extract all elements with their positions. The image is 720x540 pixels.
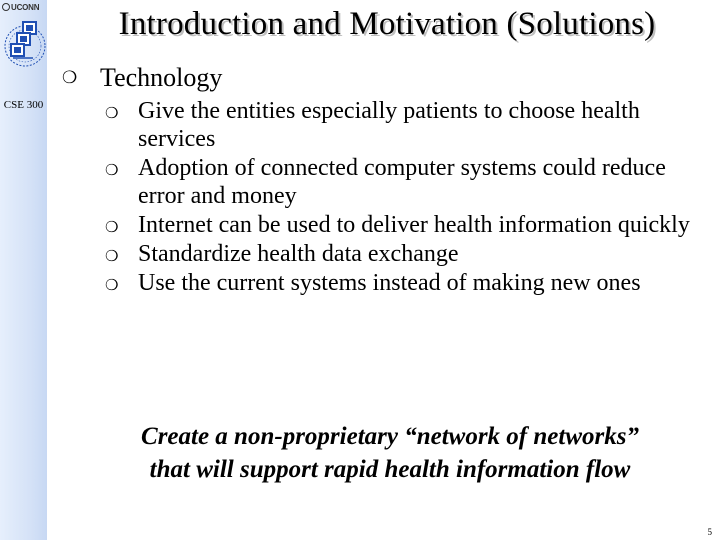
list-item bbox=[105, 240, 705, 268]
bullet-icon: ❍ bbox=[105, 276, 119, 294]
callout-statement bbox=[60, 420, 720, 486]
cse-department-logo bbox=[3, 14, 47, 74]
bullet-icon: ❍ bbox=[105, 218, 119, 236]
uconn-logo bbox=[2, 1, 50, 13]
list-item-text: Adoption of connected computer systems could reduce error and money bbox=[138, 155, 666, 209]
course-label bbox=[0, 97, 47, 114]
callout-line-1: Create a non-proprietary “network of networks” bbox=[141, 423, 639, 450]
course-code: CSE 300 bbox=[3, 99, 44, 111]
main-bullet bbox=[62, 63, 222, 93]
list-item bbox=[105, 97, 705, 153]
sub-bullet-list bbox=[105, 97, 705, 298]
bullet-icon: ❍ bbox=[105, 104, 119, 122]
seal-icon bbox=[2, 3, 10, 11]
slide-title: Introduction and Motivation (Solutions) bbox=[118, 6, 656, 42]
main-bullet-text: Technology bbox=[100, 63, 223, 92]
bullet-icon: ❍ bbox=[105, 247, 119, 265]
list-item-text: Use the current systems instead of making new ones bbox=[138, 270, 641, 296]
list-item-text: Internet can be used to deliver health information quickly bbox=[138, 212, 690, 238]
list-item-text: Standardize health data exchange bbox=[138, 241, 459, 267]
bullet-icon: ❍ bbox=[62, 68, 78, 88]
list-item bbox=[105, 269, 705, 297]
sidebar-band bbox=[0, 0, 47, 540]
brand-text: UCONN bbox=[11, 2, 40, 12]
list-item bbox=[105, 211, 705, 239]
bullet-icon: ❍ bbox=[105, 161, 119, 179]
callout-line-2: that will support rapid health information flow bbox=[149, 456, 631, 483]
page-number: 5 bbox=[707, 527, 712, 537]
list-item-text: Give the entities especially patients to choose health services bbox=[138, 98, 640, 152]
list-item bbox=[105, 154, 705, 210]
